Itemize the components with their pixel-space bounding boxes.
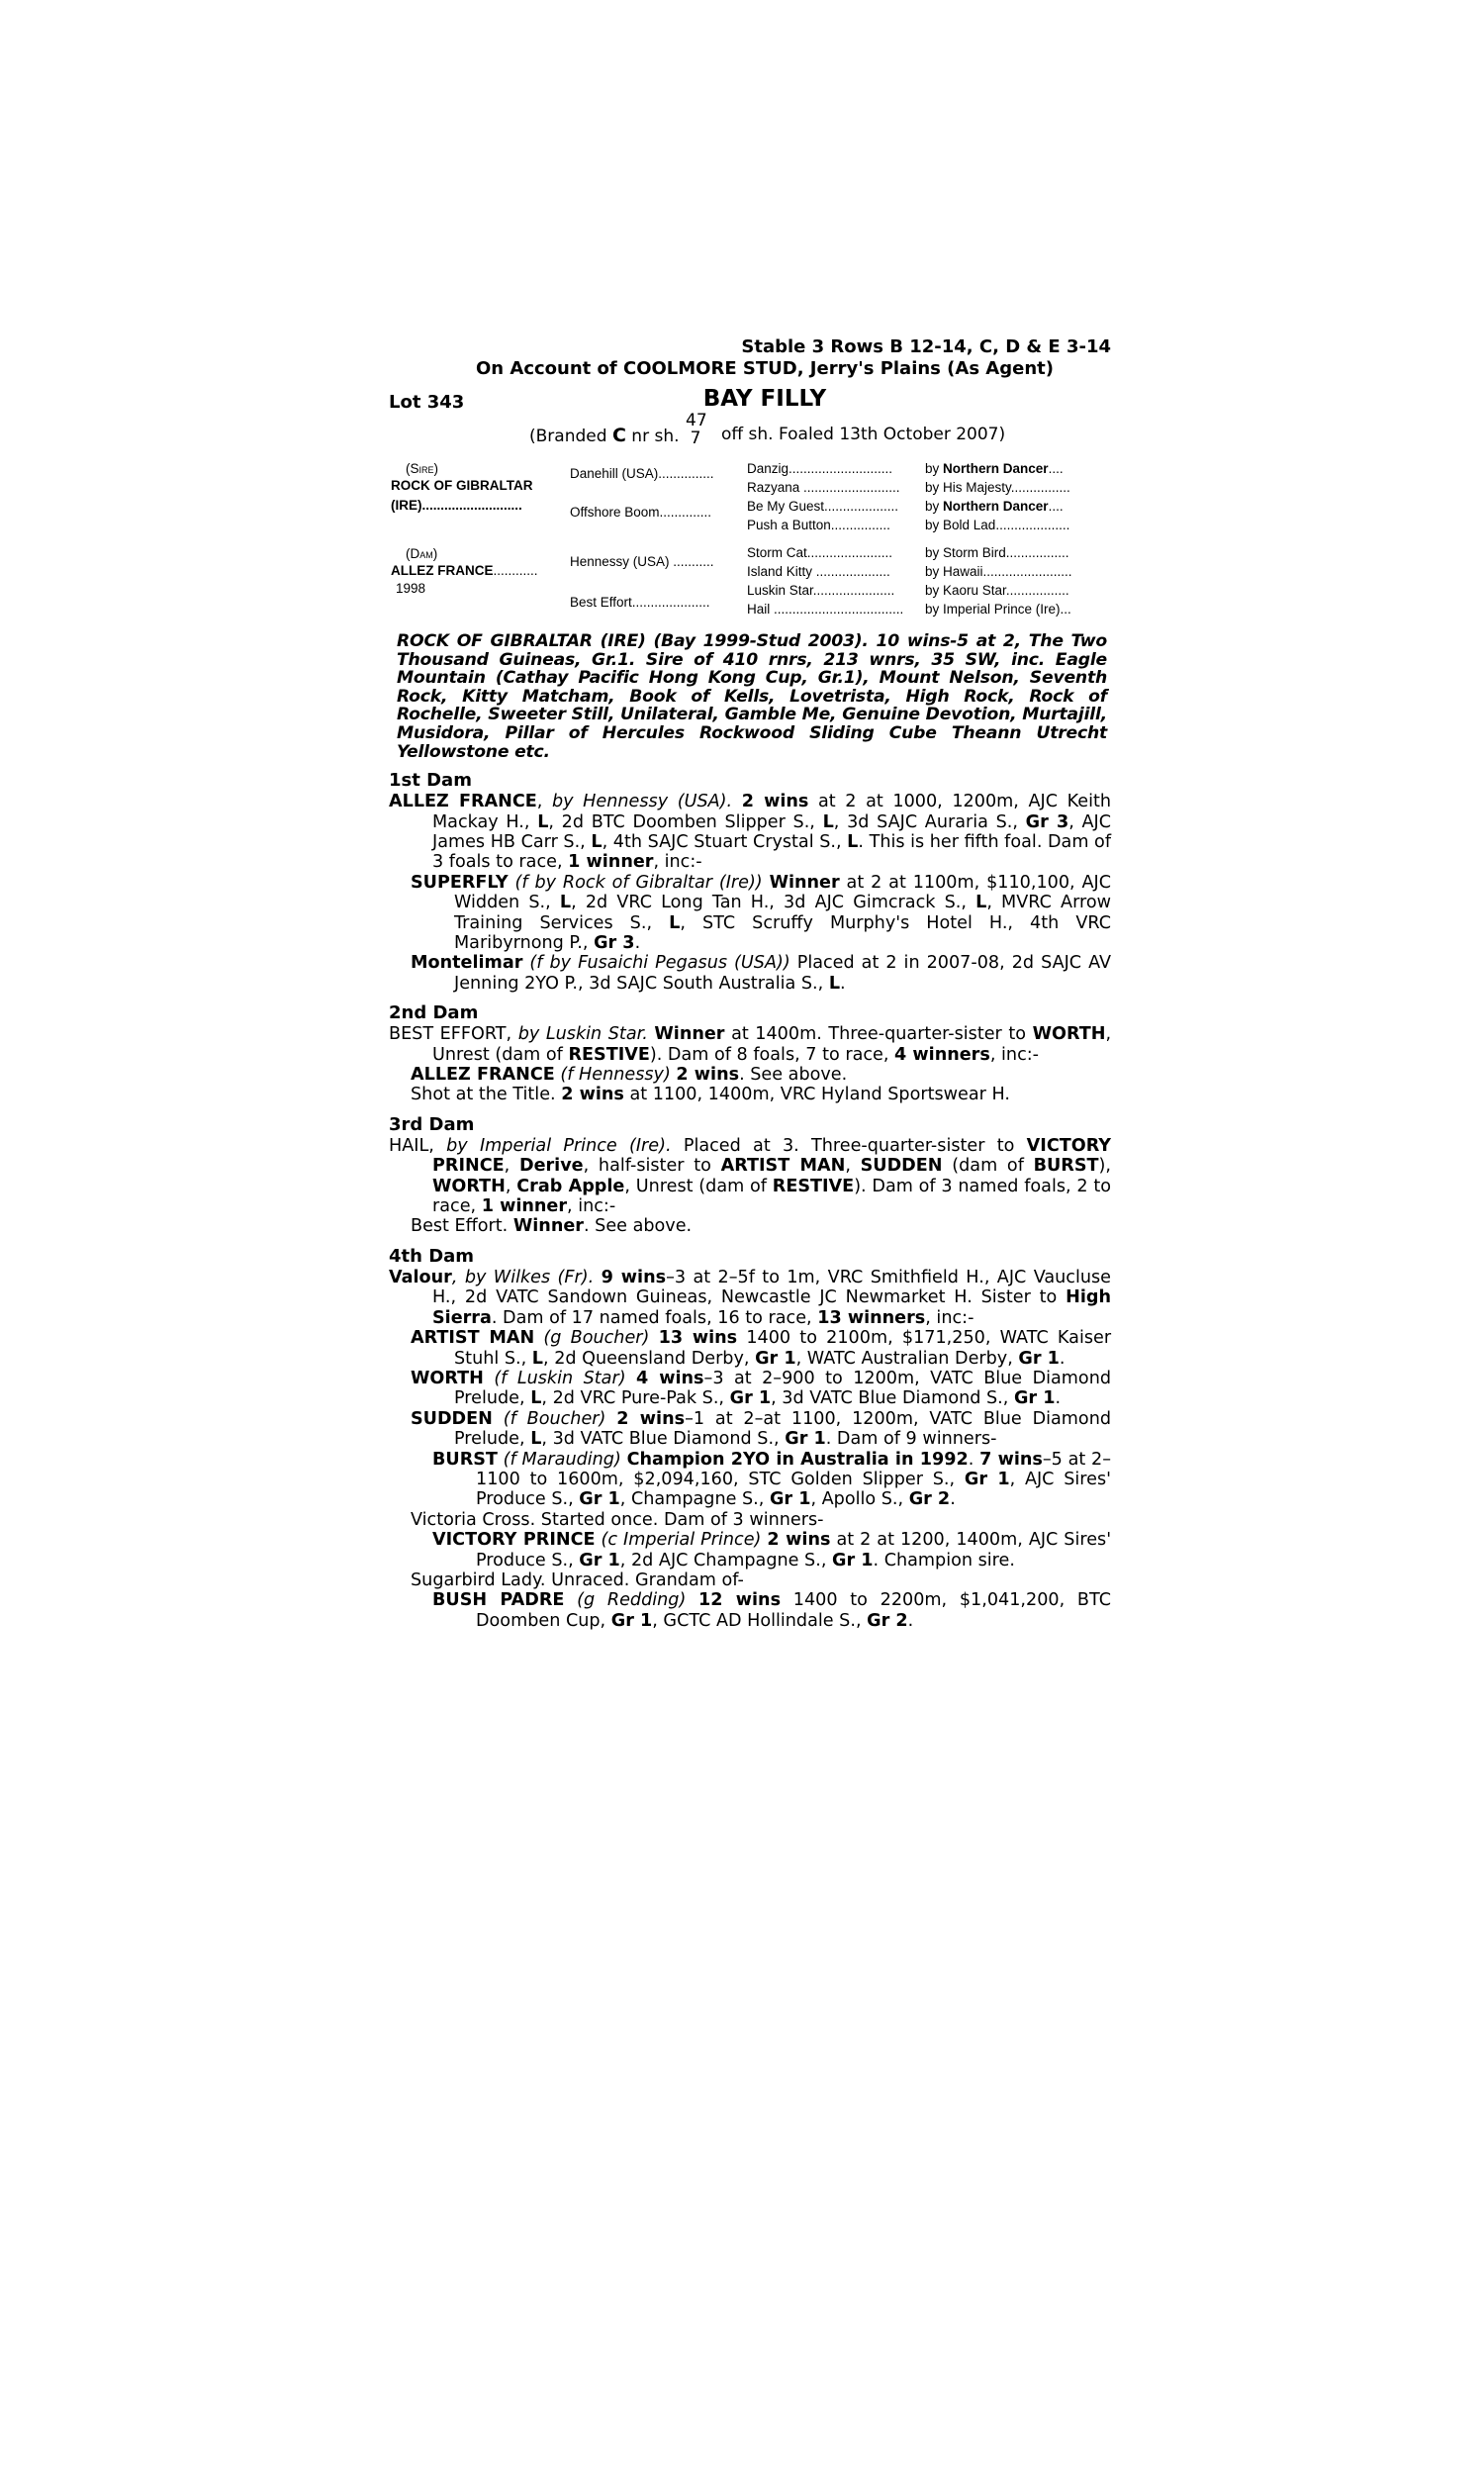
gen4-3: by Northern Dancer.... — [925, 499, 1064, 514]
dam2-entry: BEST EFFORT, by Luskin Star. Winner at 1400m. Three-quarter-sister to WORTH, Unrest (dam of RESTIVE). Dam of 8 foals, 7 to race, 4 winners, inc:- — [389, 1024, 1112, 1065]
horse-description: BAY FILLY — [702, 386, 827, 412]
vendor-account: On Account of COOLMORE STUD, Jerry's Plains (As Agent) — [476, 358, 1054, 379]
brand-mark: C — [611, 425, 626, 446]
progeny-worth: WORTH (f Luskin Star) 4 wins–3 at 2–900 to 1200m, VATC Blue Diamond Prelude, L, 2d VRC Pure-Pak S., Gr 1, 3d VATC Blue Diamond S., Gr 1. — [411, 1368, 1112, 1409]
section-4th-dam: 4th Dam — [389, 1245, 475, 1267]
gen3-3: Be My Guest.................... — [747, 499, 899, 514]
progeny-burst: BURST (f Marauding) Champion 2YO in Australia in 1992. 7 wins–5 at 2–1100 to 1600m, $2,094,160, STC Golden Slipper S., Gr 1, AJC Sires' Produce S., Gr 1, Champagne S., Gr 1, Apollo S., Gr 2. — [432, 1449, 1112, 1510]
gen3-7: Luskin Star...................... — [747, 583, 895, 598]
brand-line — [389, 411, 1111, 451]
gen3-4: Push a Button................ — [747, 518, 890, 532]
lot-row — [389, 386, 1111, 416]
progeny-victoria-cross: Victoria Cross. Started once. Dam of 3 winners- — [411, 1509, 824, 1530]
stable-location: Stable 3 Rows B 12-14, C, D & E 3-14 — [741, 336, 1111, 357]
foaled-date: off sh. Foaled 13th October 2007) — [721, 425, 1006, 444]
dam-name-line: ALLEZ FRANCE............ — [391, 563, 538, 578]
gen4-7: by Kaoru Star................. — [925, 583, 1069, 598]
progeny-shot-at-the-title: Shot at the Title. 2 wins at 1100, 1400m, VRC Hyland Sportswear H. — [411, 1085, 1010, 1105]
progeny-artist-man: ARTIST MAN (g Boucher) 13 wins 1400 to 2100m, $171,250, WATC Kaiser Stuhl S., L, 2d Queensland Derby, Gr 1, WATC Australian Derby, Gr 1. — [411, 1328, 1112, 1369]
brand-prefix: (Branded C nr sh. — [529, 425, 680, 446]
progeny-superfly: SUPERFLY (f by Rock of Gibraltar (Ire)) Winner at 2 at 1100m, $110,100, AJC Widden S., L, 2d VRC Long Tan H., 3d AJC Gimcrack S., L, MVRC Arrow Training Services S., L, STC Scruffy Murphy's Hotel H., 4th VRC Maribyrnong P., Gr 3. — [411, 872, 1112, 953]
gen4-4: by Bold Lad.................... — [925, 518, 1070, 532]
catalogue-page — [389, 336, 1111, 1631]
sire-name: ROCK OF GIBRALTAR — [391, 478, 533, 493]
sire-name-suffix: (IRE)........................... — [391, 498, 522, 513]
gen2-sire-dam: Offshore Boom.............. — [570, 505, 712, 520]
gen4-6: by Hawaii........................ — [925, 564, 1072, 579]
gen3-5: Storm Cat....................... — [747, 545, 893, 560]
dam3-entry: HAIL, by Imperial Prince (Ire). Placed at 3. Three-quarter-sister to VICTORY PRINCE, Derive, half-sister to ARTIST MAN, SUDDEN (dam of BURST), WORTH, Crab Apple, Unrest (dam of RESTIVE). Dam of 3 named foals, 2 to race, 1 winner, inc:- — [389, 1135, 1112, 1217]
sire-label: (Sire) — [406, 461, 438, 476]
sire-summary: ROCK OF GIBRALTAR (IRE) (Bay 1999-Stud 2003). 10 wins-5 at 2, The Two Thousand Guineas, Gr.1. Sire of 410 rnrs, 213 wnrs, 35 SW, inc. Eagle Mountain (Cathay Pacific Hong Kong Cup, Gr.1), Mount Nelson, Seventh Rock, Kitty Matcham, Book of Kells, Lovetrista, High Rock, Rock of Rochelle, Sweeter Still, Unilateral, Gamble Me, Genuine Devotion, Murtajill, Musidora, Pillar of Hercules Rockwood Sliding Cube Theann Utrecht Yellowstone etc. — [397, 631, 1107, 762]
progeny-sugarbird-lady: Sugarbird Lady. Unraced. Grandam of- — [411, 1570, 744, 1590]
progeny-allez-france: ALLEZ FRANCE (f Hennessy) 2 wins. See above. — [411, 1065, 848, 1086]
progeny-sudden: SUDDEN (f Boucher) 2 wins–1 at 2–at 1100, 1200m, VATC Blue Diamond Prelude, L, 3d VATC Blue Diamond S., Gr 1. Dam of 9 winners- — [411, 1408, 1112, 1450]
gen3-1: Danzig............................ — [747, 461, 893, 476]
gen4-1: by Northern Dancer.... — [925, 461, 1064, 476]
gen3-6: Island Kitty .................... — [747, 564, 890, 579]
dam4-entry: Valour, by Wilkes (Fr). 9 wins–3 at 2–5f to 1m, VRC Smithfield H., AJC Vaucluse H., 2d VATC Sandown Guineas, Newcastle JC Newmarket H. Sister to High Sierra. Dam of 17 named foals, 16 to race, 13 winners, inc:- — [389, 1267, 1112, 1328]
gen4-2: by His Majesty................ — [925, 480, 1070, 495]
progeny-bush-padre: BUSH PADRE (g Redding) 12 wins 1400 to 2200m, $1,041,200, BTC Doomben Cup, Gr 1, GCTC AD Hollindale S., Gr 2. — [432, 1590, 1111, 1631]
pedigree-table — [389, 461, 1111, 624]
gen2-sire-sire: Danehill (USA)............... — [570, 466, 714, 481]
progeny-montelimar: Montelimar (f by Fusaichi Pegasus (USA)) Placed at 2 in 2007-08, 2d SAJC AV Jenning 2YO P., 3d SAJC South Australia S., L. — [411, 953, 1112, 994]
gen3-2: Razyana .......................... — [747, 480, 900, 495]
section-1st-dam: 1st Dam — [389, 770, 472, 792]
dam-label: (Dam) — [406, 546, 438, 561]
brand-number: 47 7 — [686, 411, 707, 448]
gen4-5: by Storm Bird................. — [925, 545, 1069, 560]
dam-year: 1998 — [396, 581, 426, 596]
gen2-dam-dam: Best Effort..................... — [570, 595, 710, 610]
section-3rd-dam: 3rd Dam — [389, 1113, 475, 1135]
progeny-victory-prince: VICTORY PRINCE (c Imperial Prince) 2 wins at 2 at 1200, 1400m, AJC Sires' Produce S., Gr 1, 2d AJC Champagne S., Gr 1. Champion sire. — [432, 1530, 1112, 1570]
lot-number: Lot 343 — [389, 392, 465, 413]
dam1-entry: ALLEZ FRANCE, by Hennessy (USA). 2 wins at 2 at 1000, 1200m, AJC Keith Mackay H., L, 2d BTC Doomben Slipper S., L, 3d SAJC Auraria S., Gr 3, AJC James HB Carr S., L, 4th SAJC Stuart Crystal S., L. This is her fifth foal. Dam of 3 foals to race, 1 winner, inc:- — [389, 792, 1112, 873]
gen3-8: Hail ................................... — [747, 602, 904, 617]
gen4-8: by Imperial Prince (Ire)... — [925, 602, 1071, 617]
gen2-dam-sire: Hennessy (USA) ........... — [570, 554, 714, 569]
progeny-best-effort: Best Effort. Winner. See above. — [411, 1216, 693, 1237]
section-2nd-dam: 2nd Dam — [389, 1002, 479, 1024]
